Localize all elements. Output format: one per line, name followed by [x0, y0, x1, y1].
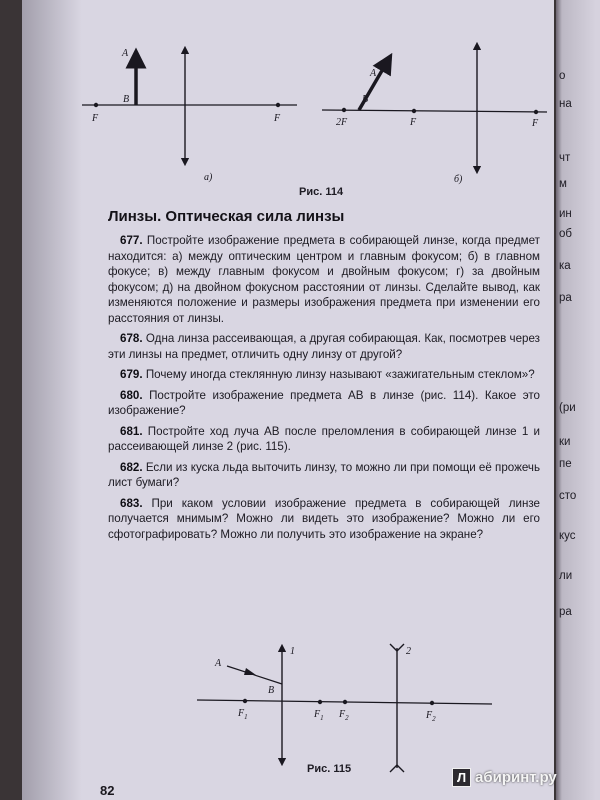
fig115-F1-right-dot [318, 700, 322, 704]
fig114b-label-A: A [370, 68, 377, 79]
problem-number: 679. [120, 368, 143, 381]
fig115-label-B: B [268, 685, 275, 696]
fig114a-label-A: A [122, 48, 129, 59]
fig114b-label-B: B [362, 94, 369, 105]
fig115-label-A: A [215, 658, 222, 669]
next-page-edge [556, 0, 600, 800]
problem-item [108, 424, 540, 455]
next-page-fragment: сто [559, 490, 577, 502]
fig114a-focus-left-dot [94, 103, 98, 107]
next-page-fragment: об [559, 228, 572, 240]
fig114b-label-F-left: F [410, 117, 417, 128]
fig114a-panel-label: а) [204, 172, 213, 183]
problem-text: При каком условии изображение предмета в собирающей линзе получается мнимым? Можно ли видеть это изображение? Можно ли его сфотографировать? Можно ли получить это изображение на экране? [108, 496, 540, 541]
problem-number: 681. [120, 424, 143, 438]
fig114b-focus-left-dot [412, 109, 416, 113]
fig114b-label-F-right: F [532, 118, 539, 129]
section-title: Линзы. Оптическая сила линзы [108, 208, 345, 225]
page-number: 82 [100, 783, 115, 798]
page-curve-shadow [22, 0, 82, 800]
next-page-fragment: ли [559, 570, 573, 582]
next-page-fragment: кус [559, 530, 576, 542]
next-page-fragment: ра [559, 292, 572, 304]
next-page-fragment: ка [559, 260, 571, 272]
fig115-ray-arrowhead [244, 668, 256, 675]
problem-item [108, 367, 540, 383]
fig114b-optical-axis [322, 110, 547, 112]
fig115-F2-right-dot [430, 701, 434, 705]
problem-number: 683. [120, 496, 143, 510]
fig115-F2-left-dot [343, 700, 347, 704]
watermark-text: абиринт.ру [475, 769, 557, 786]
next-page-fragment: чт [559, 152, 571, 164]
problem-text: Если из куска льда выточить линзу, то можно ли при помощи её прожечь лист бумаги? [108, 460, 540, 489]
fig114a-label-F-right: F [274, 113, 281, 124]
next-page-fragment: на [559, 98, 572, 110]
fig114b-double-focus-dot [342, 108, 346, 112]
problem-number: 680. [120, 388, 143, 402]
watermark-logo-icon: Л [452, 768, 471, 787]
fig114b-label-2F: 2F [336, 117, 348, 128]
fig115-label-lens-1: 1 [290, 646, 295, 657]
problem-item [108, 496, 540, 543]
next-page-fragment: пе [559, 458, 572, 470]
fig115-label-F1-left: $F_1$ [238, 708, 248, 721]
problem-list [108, 233, 540, 547]
fig114a-label-F-left: F [92, 113, 99, 124]
figure-114-caption: Рис. 114 [299, 186, 344, 198]
problem-item [108, 233, 540, 326]
fig114b-focus-right-dot [534, 110, 538, 114]
watermark [452, 768, 557, 787]
figure-115-caption: Рис. 115 [307, 763, 352, 775]
fig114b-panel-label: б) [454, 174, 463, 185]
fig114a-label-B: B [123, 94, 130, 105]
problem-number: 682. [120, 460, 143, 474]
next-page-fragment: ки [559, 436, 571, 448]
problem-text: Постройте изображение предмета в собирающей линзе, когда предмет находится: а) между оптическим центром и главным фокусом; б) в главном фокусе; в) между главным фокусом и двойным фокусом; г) за двойным фокусом; д) на двойном фокусном расстоянии от линзы. Сделайте вывод, как изменяются положение и размеры изображения предмета при изменении его расстояния от линзы. [108, 234, 540, 325]
next-page-fragment: ра [559, 606, 572, 618]
problem-item [108, 460, 540, 491]
next-page-fragment: м [559, 178, 567, 190]
fig115-label-lens-2: 2 [406, 646, 411, 657]
problem-item [108, 388, 540, 419]
problem-text: Одна линза рассеивающая, а другая собирающая. Как, посмотрев через эти линзы на предмет, отличить одну линзу от другой? [108, 332, 540, 361]
problem-number: 678. [120, 332, 143, 345]
figure-114 [82, 30, 554, 200]
book-page [22, 0, 554, 800]
fig115-label-F2-right: $F_2$ [426, 710, 436, 723]
fig115-F1-left-dot [243, 699, 247, 703]
problem-item [108, 331, 540, 362]
problem-number: 677. [120, 234, 143, 247]
problem-text: Постройте изображение предмета AB в линзе (рис. 114). Какое это изображение? [108, 388, 540, 417]
next-page-fragment: (ри [559, 402, 576, 414]
problem-text: Почему иногда стеклянную линзу называют «зажигательным стеклом»? [145, 368, 535, 381]
fig115-label-F1-right: $F_1$ [314, 709, 324, 722]
next-page-fragment: о [559, 70, 566, 82]
next-page-fragment: ин [559, 208, 572, 220]
problem-text: Постройте ход луча AB после преломления в собирающей линзе 1 и рассеивающей линзе 2 (рис. 115). [108, 424, 540, 453]
figure-115 [182, 640, 502, 780]
fig114a-focus-right-dot [276, 103, 280, 107]
fig115-label-F2-left: $F_2$ [339, 709, 349, 722]
